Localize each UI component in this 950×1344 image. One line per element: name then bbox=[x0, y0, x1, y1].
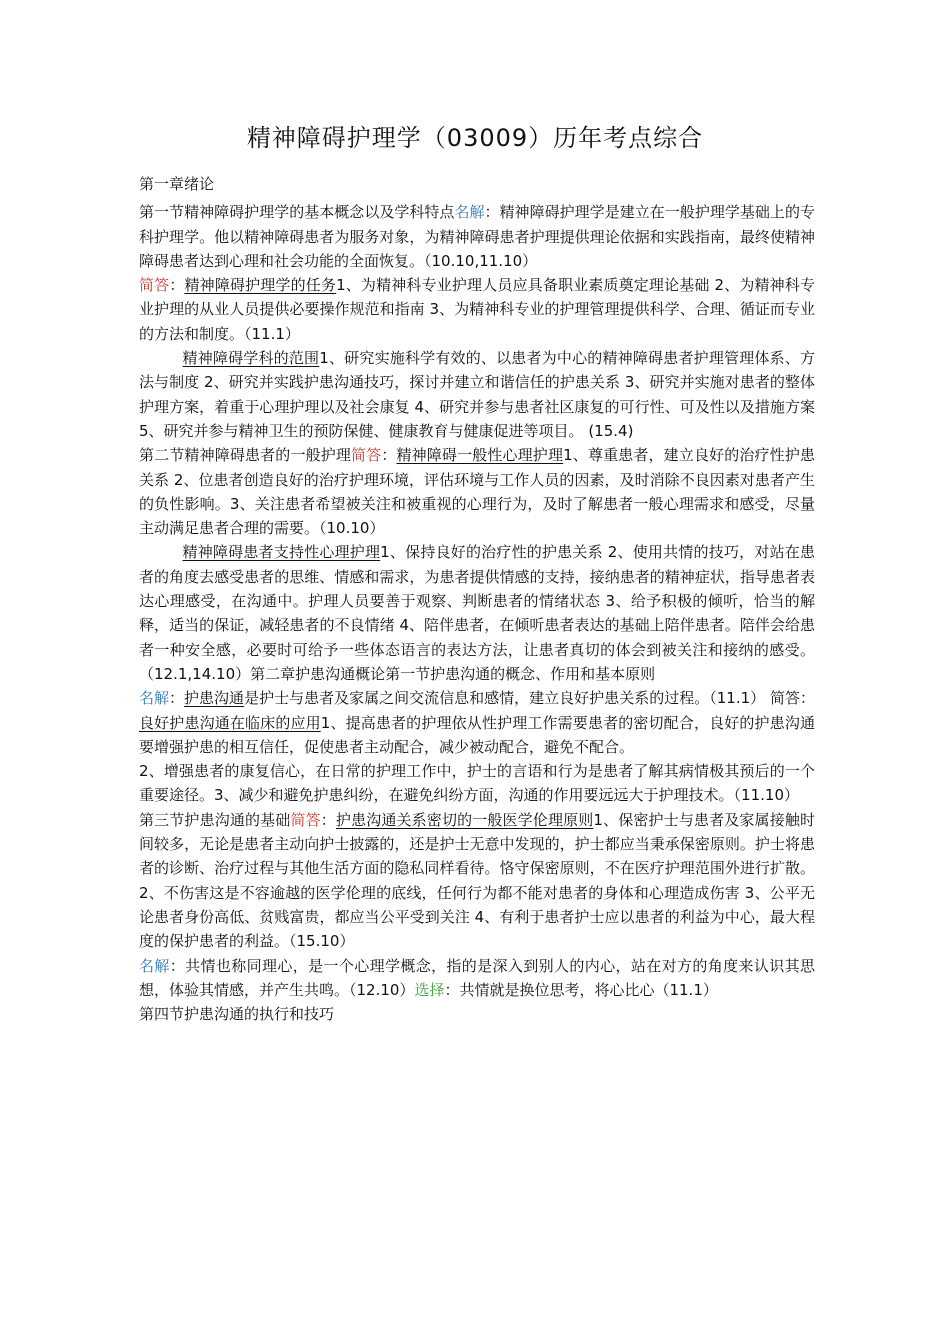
scope-topic: 精神障碍学科的范围 bbox=[182, 349, 320, 368]
section-2-paragraph: 第二节精神障碍患者的一般护理简答：精神障碍一般性心理护理1、尊重患者，建立良好的治疗性护患关系 2、位患者创造良好的治疗护理环境，评估环境与工作人员的因素，及时消除不良因素对患者产生的负性影响。3、关注患者希望被关注和被重视的心理行为，及时了解患者一般心理需求和感受，尽量主动满足患者合理的需要。（10.10） bbox=[139, 446, 815, 538]
supportive-care-topic: 精神障碍患者支持性心理护理 bbox=[182, 543, 381, 562]
term-topic: 护患沟通 bbox=[184, 689, 245, 708]
document-body bbox=[139, 172, 815, 1026]
scope-text: 1、研究实施科学有效的、以患者为中心的精神障碍患者护理管理体系、方法与制度 2、研究并实践护患沟通技巧，探讨并建立和谐信任的护患关系 3、研究并实施对患者的整体护理方案，着重于心理护理以及社会康复 4、研究并参与患者社区康复的可行性、可及性以及措施方案 5、研究并参与精神卫生的预防保健、健康教育与健康促进等项目。 (15.4) bbox=[139, 349, 815, 440]
term-definition-label: 名解 bbox=[454, 203, 485, 222]
multiple-choice-label: 选择 bbox=[414, 980, 445, 999]
short-answer-text: 1、保密护士与患者及家属接触时间较多，无论是患者主动向护士披露的，还是护士无意中发现的，护士都应当秉承保密原则。护士将患者的诊断、治疗过程与其他生活方面的隐私同样看待。恪守保密原则，不在医疗护理范围外进行扩散。2、不伤害这是不容逾越的医学伦理的底线，任何行为都不能对患者的身体和心理造成伤害 3、公平无论患者身份高低、贫贱富贵，都应当公平受到关注 4、有利于患者护士应以患者的利益为中心，最大程度的保护患者的利益。（15.10） bbox=[139, 810, 815, 951]
definition-text: ：共情也称同理心，是一个心理学概念，指的是深入到别人的内心，站在对方的角度来认识其思想，体验其情感，并产生共鸣。（12.10） bbox=[139, 956, 815, 999]
short-answer-label: 简答 bbox=[290, 810, 321, 829]
supportive-care-text: 1、保持良好的治疗性的护患关系 2、使用共情的技巧，对站在患者的角度去感受患者的思维、情感和需求，为患者提供情感的支持，接纳患者的精神症状，指导患者表达心理感受，在沟通中。护理人员要善于观察、判断患者的情绪状态 3、给予积极的倾听，恰当的解释，适当的保证，减轻患者的不良情绪 4、陪伴患者，在倾听患者表达的基础上陪伴患者。陪伴会给患者一种安全感，必要时可给予一些体态语言的表达方法，让患者真切的体会到被关注和接纳的感受。（12.1,14.10）第二章护患沟通概论第一节护患沟通的概念、作用和基本原则 bbox=[139, 543, 815, 683]
section-4-heading: 第四节护患沟通的执行和技巧 bbox=[139, 1005, 335, 1024]
short-answer-text: 1、为精神科专业护理人员应具备职业素质奠定理论基础 2、为精神科专业护理的从业人员提供必要操作规范和指南 3、为精神科专业的护理管理提供科学、合理、循证而专业的方法和制度。（11.1） bbox=[139, 276, 815, 343]
scope-paragraph bbox=[139, 346, 815, 443]
section-3-paragraph: 第三节护患沟通的基础简答：护患沟通关系密切的一般医学伦理原则1、保密护士与患者及家属接触时间较多，无论是患者主动向护士披露的，还是护士无意中发现的，护士都应当秉承保密原则。护士将患者的诊断、治疗过程与其他生活方面的隐私同样看待。恪守保密原则，不在医疗护理范围外进行扩散。2、不伤害这是不容逾越的医学伦理的底线，任何行为都不能对患者的身体和心理造成伤害 3、公平无论患者身份高低、贫贱富贵，都应当公平受到关注 4、有利于患者护士应以患者的利益为中心，最大程度的保护患者的利益。（15.10） bbox=[139, 810, 815, 951]
section-heading: 第一节精神障碍护理学的基本概念以及学科特点 bbox=[139, 203, 455, 222]
short-answer-label: 简答 bbox=[351, 446, 382, 465]
definition-text: ：精神障碍护理学是建立在一般护理学基础上的专科护理学。他以精神障碍患者为服务对象，为精神障碍患者护理提供理论依据和实践指南，最终使精神障碍患者达到心理和社会功能的全面恢复。（10.10,11.10） bbox=[139, 203, 815, 270]
multiple-choice-text: ：共情就是换位思考，将心比心（11.1） bbox=[444, 980, 718, 999]
short-answer-topic: 护患沟通关系密切的一般医学伦理原则 bbox=[335, 810, 594, 829]
short-answer-topic: 精神障碍护理学的任务 bbox=[184, 276, 337, 295]
short-answer-topic: 精神障碍一般性心理护理 bbox=[396, 446, 564, 465]
short-answer-paragraph: 简答：精神障碍护理学的任务1、为精神科专业护理人员应具备职业素质奠定理论基础 2、为精神科专业护理的从业人员提供必要操作规范和指南 3、为精神科专业的护理管理提供科学、合理、循证而专业的方法和制度。（11.1） bbox=[139, 276, 815, 343]
section-heading: 第二节精神障碍患者的一般护理 bbox=[139, 446, 352, 465]
short-answer-label: 简答 bbox=[139, 276, 170, 295]
short-answer-text: 1、提高患者的护理依从性护理工作需要患者的密切配合，良好的护患沟通要增强护患的相互信任，促使患者主动配合，减少被动配合，避免不配合。 bbox=[139, 713, 815, 756]
communication-definition-paragraph: 名解：护患沟通是护士与患者及家属之间交流信息和感情，建立良好护患关系的过程。（11.1） 简答：良好护患沟通在临床的应用1、提高患者的护理依从性护理工作需要患者的密切配合，良好的护患沟通要增强护患的相互信任，促使患者主动配合，减少被动配合，避免不配合。 bbox=[139, 689, 815, 756]
document-title: 精神障碍护理学（03009）历年考点综合 bbox=[246, 124, 704, 152]
section-1-paragraph bbox=[139, 200, 815, 273]
short-answer-text: 1、尊重患者，建立良好的治疗性护患关系 2、位患者创造良好的治疗护理环境，评估环境与工作人员的因素，及时消除不良因素对患者产生的负性影响。3、关注患者希望被关注和被重视的心理行为，及时了解患者一般心理需求和感受，尽量主动满足患者合理的需要。（10.10） bbox=[139, 446, 815, 538]
term-definition-label: 名解 bbox=[139, 689, 170, 708]
empathy-paragraph bbox=[139, 954, 815, 1003]
section-heading: 第三节护患沟通的基础 bbox=[139, 810, 291, 829]
supportive-care-paragraph bbox=[139, 540, 815, 686]
short-answer-label: 简答 bbox=[769, 689, 800, 708]
short-answer-topic: 良好护患沟通在临床的应用 bbox=[139, 713, 321, 732]
definition-text: 是护士与患者及家属之间交流信息和感情，建立良好护患关系的过程。（11.1） bbox=[244, 689, 766, 708]
communication-benefits-paragraph: 2、增强患者的康复信心，在日常的护理工作中，护士的言语和行为是患者了解其病情极其预后的一个重要途径。3、减少和避免护患纠纷，在避免纠纷方面，沟通的作用要远远大于护理技术。（11.10） bbox=[139, 762, 815, 805]
term-definition-label: 名解 bbox=[139, 956, 170, 975]
chapter-heading: 第一章绪论 bbox=[139, 175, 215, 193]
